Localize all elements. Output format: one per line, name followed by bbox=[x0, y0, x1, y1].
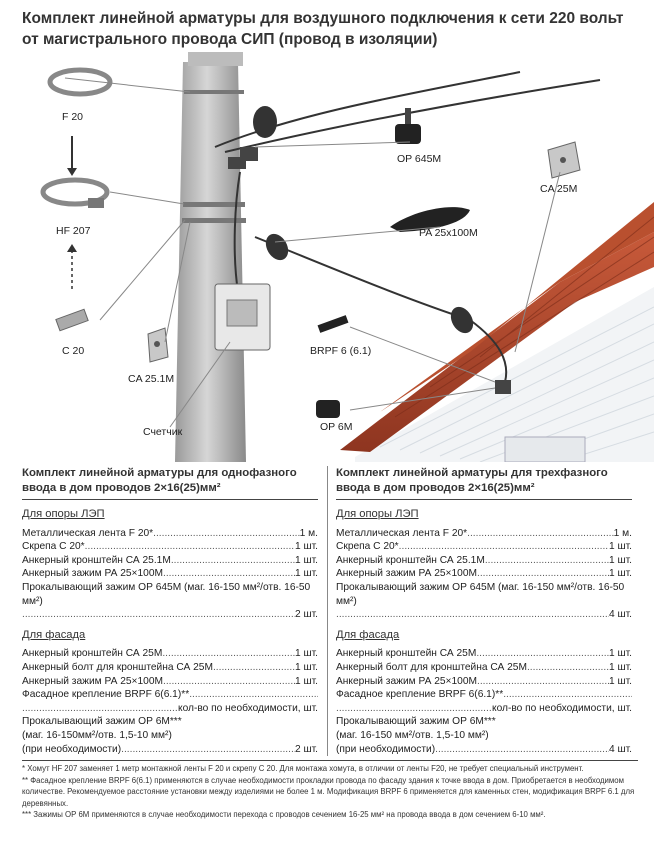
item-qty: 1 м. bbox=[613, 527, 632, 539]
footnote-3: *** Зажимы ОР 6М применяются в случае необходимости перехода с проводов сечением 16-25 мм² на провода ввода в дом сечением 6-10 мм². bbox=[22, 810, 546, 820]
item-name: Анкерный кронштейн СА 25М bbox=[22, 648, 163, 660]
brpf-mount-icon bbox=[318, 315, 349, 333]
item-name: Анкерный кронштейн СА 25М bbox=[336, 648, 477, 660]
dashed-arrow-head-icon bbox=[67, 244, 77, 252]
item-qty: 1 шт. bbox=[608, 554, 632, 566]
item-name: (при необходимости) bbox=[22, 743, 122, 755]
op6m-line-2: (маг. 16-150мм²/отв. 1,5-10 мм²) bbox=[22, 729, 172, 741]
column-divider bbox=[327, 466, 328, 756]
meter-box bbox=[215, 284, 270, 350]
three-phase-kit bbox=[336, 466, 632, 756]
c20-clip-icon bbox=[56, 309, 88, 331]
list-item bbox=[22, 647, 318, 661]
facade-heading: Для фасада bbox=[22, 628, 86, 641]
op6m-clamp-icon bbox=[316, 400, 340, 418]
label-hf207: HF 207 bbox=[56, 225, 91, 237]
label-f20: F 20 bbox=[62, 111, 84, 123]
list-item bbox=[336, 688, 632, 702]
list-item bbox=[22, 540, 318, 554]
pole-heading: Для опоры ЛЭП bbox=[336, 508, 419, 520]
page-title bbox=[22, 8, 642, 50]
item-name: Анкерный болт для кронштейна СА 25М bbox=[22, 661, 213, 673]
house bbox=[340, 202, 654, 462]
item-qty: 4 шт. bbox=[608, 743, 632, 755]
single-phase-kit bbox=[22, 466, 318, 756]
label-c20: C 20 bbox=[62, 345, 85, 357]
list-item bbox=[22, 567, 318, 581]
arrow-head-icon bbox=[67, 168, 77, 176]
facade-heading: Для фасада bbox=[336, 628, 400, 641]
item-qty: 1 шт. bbox=[294, 661, 318, 673]
list-item bbox=[22, 688, 318, 702]
three-phase-title bbox=[336, 466, 632, 500]
pole-clamp-qty-row bbox=[336, 608, 632, 622]
list-item bbox=[336, 567, 632, 581]
op6m-qty-row bbox=[336, 743, 632, 757]
list-item bbox=[22, 554, 318, 568]
item-qty: 1 шт. bbox=[608, 648, 632, 660]
item-name: Металлическая лента F 20* bbox=[336, 527, 468, 539]
item-name: Анкерный зажим РА 25×100М bbox=[22, 568, 163, 580]
item-qty: кол-во по необходимости, шт. bbox=[178, 702, 318, 714]
op6m-line-1: Прокалывающий зажим ОР 6М*** bbox=[22, 716, 182, 728]
list-item bbox=[336, 554, 632, 568]
three-phase-title-line-1: Комплект линейной арматуры для трехфазного bbox=[336, 467, 608, 479]
item-qty: 1 шт. bbox=[608, 568, 632, 580]
list-item bbox=[336, 527, 632, 541]
hf207-clamp-icon bbox=[43, 180, 107, 208]
item-qty: 2 шт. bbox=[294, 609, 318, 621]
item-qty: 1 м. bbox=[299, 527, 318, 539]
item-name: Фасадное крепление BRPF 6(6.1)** bbox=[336, 689, 504, 701]
item-qty: 1 шт. bbox=[294, 541, 318, 553]
footnotes bbox=[22, 760, 638, 821]
item-qty: 1 шт. bbox=[294, 675, 318, 687]
label-meter: Счетчик bbox=[143, 426, 183, 438]
brpf-qty-row bbox=[22, 702, 318, 716]
list-item bbox=[336, 540, 632, 554]
item-name: Анкерный болт для кронштейна СА 25М bbox=[336, 661, 527, 673]
footnote-1: * Хомут HF 207 заменяет 1 метр монтажной ленты F 20 и скрепу С 20. Для монтажа хомута, в отличии от ленты F20, не требует специальный инструмент. bbox=[22, 764, 584, 773]
item-name: Скрепа С 20* bbox=[22, 541, 85, 553]
label-brpf: BRPF 6 (6.1) bbox=[310, 345, 372, 357]
pole-heading: Для опоры ЛЭП bbox=[22, 508, 105, 520]
list-item bbox=[22, 675, 318, 689]
op6m-line-1: Прокалывающий зажим ОР 6М*** bbox=[336, 716, 496, 728]
pole-clamp-text: Прокалывающий зажим ОР 645М (маг. 16-150 мм²/отв. 16-50 мм²) bbox=[22, 581, 311, 607]
pole-clamp-text: Прокалывающий зажим ОР 645М (маг. 16-150 мм²/отв. 16-50 мм²) bbox=[336, 581, 625, 607]
item-name: Анкерный кронштейн СА 25.1М bbox=[22, 554, 171, 566]
installation-illustration bbox=[0, 52, 654, 462]
ca251m-bracket-icon bbox=[148, 328, 168, 362]
item-name: Анкерный кронштейн СА 25.1М bbox=[336, 554, 485, 566]
item-qty: 1 шт. bbox=[294, 568, 318, 580]
list-item bbox=[22, 527, 318, 541]
list-item bbox=[336, 675, 632, 689]
item-name: Анкерный зажим РА 25×100М bbox=[336, 568, 477, 580]
single-phase-title bbox=[22, 466, 318, 500]
label-pa25x100m: PA 25x100M bbox=[419, 227, 478, 239]
label-ca25m: CA 25M bbox=[540, 183, 578, 195]
item-qty: 1 шт. bbox=[294, 554, 318, 566]
list-item bbox=[336, 661, 632, 675]
op645m-clamp-icon bbox=[395, 108, 421, 144]
single-phase-title-line-2: ввода в дом проводов 2×16(25)мм² bbox=[22, 482, 221, 494]
brpf-qty-row bbox=[336, 702, 632, 716]
pole-clamp-qty-row bbox=[22, 608, 318, 622]
op6m-qty-row bbox=[22, 743, 318, 757]
item-name: Анкерный зажим РА 25×100М bbox=[22, 675, 163, 687]
item-name: Скрепа С 20* bbox=[336, 541, 399, 553]
single-phase-title-line-1: Комплект линейной арматуры для однофазного bbox=[22, 467, 297, 479]
title-line-2: от магистрального провода СИП (провод в изоляции) bbox=[22, 31, 438, 48]
item-qty: кол-во по необходимости, шт. bbox=[492, 702, 632, 714]
item-qty: 4 шт. bbox=[608, 609, 632, 621]
item-qty: 1 шт. bbox=[608, 675, 632, 687]
item-qty: 1 шт. bbox=[608, 541, 632, 553]
ca25m-bracket-icon bbox=[548, 142, 580, 178]
item-name: Фасадное крепление BRPF 6(6.1)** bbox=[22, 689, 190, 701]
item-qty: 1 шт. bbox=[294, 648, 318, 660]
list-item bbox=[22, 661, 318, 675]
op6m-line-2: (маг. 16-150 мм²/отв. 1,5-10 мм²) bbox=[336, 729, 489, 741]
item-qty: 2 шт. bbox=[294, 743, 318, 755]
item-qty: 1 шт. bbox=[608, 661, 632, 673]
list-item bbox=[336, 647, 632, 661]
title-line-1: Комплект линейной арматуры для воздушного подключения к сети 220 вольт bbox=[22, 10, 624, 27]
label-ca251m: CA 25.1M bbox=[128, 373, 175, 385]
label-op6m: OP 6M bbox=[320, 421, 353, 433]
item-name: Металлическая лента F 20* bbox=[22, 527, 154, 539]
item-name: (при необходимости) bbox=[336, 743, 436, 755]
item-name: Анкерный зажим РА 25×100М bbox=[336, 675, 477, 687]
footnote-2: ** Фасадное крепление BRPF 6(6.1) применяются в случае необходимости прокладки провода по фасаду здания к точке ввода в дом. Приобретается в необходимом количестве. Рекомендуемое расстояние установки между изделиями не более 1 м. Модификация BRPF 6 применяется для каменных стен, модификация BRPF 6.1 для деревянных. bbox=[22, 775, 635, 808]
three-phase-title-line-2: ввода в дом проводов 2×16(25)мм² bbox=[336, 482, 535, 494]
label-op645m: OP 645M bbox=[397, 153, 442, 165]
